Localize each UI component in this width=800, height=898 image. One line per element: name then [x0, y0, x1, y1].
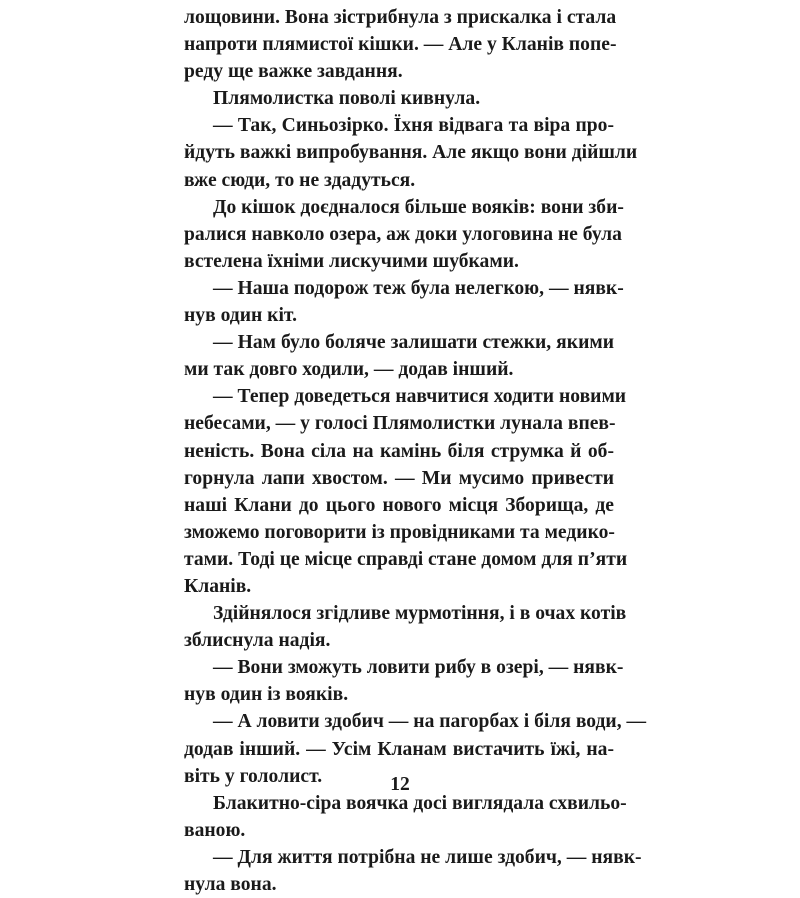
- text-line: зблиснула надія.: [184, 630, 331, 652]
- text-line: — Тепер доведеться навчитися ходити новими: [213, 386, 627, 408]
- text-line: Кланів.: [184, 575, 252, 597]
- text-line: — Вони зможуть ловити рибу в озері, — нявк-: [213, 657, 624, 679]
- text-line: Блакитно-сіра воячка досі виглядала схвильо-: [213, 792, 627, 814]
- text-line: вже сюди, то не здадуться.: [184, 169, 416, 191]
- text-line: — Так, Синьозірко. Їхня відвага та віра про-: [213, 115, 614, 137]
- text-line: — Наша подорож теж була нелегкою, — нявк-: [213, 277, 624, 299]
- book-page-text: [184, 4, 647, 898]
- text-line: неність. Вона сіла на камінь біля струмка й об-: [184, 440, 614, 462]
- text-line: лощовини. Вона зістрибнула з прискалка і стала: [184, 7, 617, 28]
- text-line: — Нам було боляче залишати стежки, якими: [213, 332, 614, 354]
- text-line: Плямолистка поволі кивнула.: [213, 88, 481, 110]
- page-number: 12: [390, 774, 410, 795]
- text-line: напроти плямистої кішки. — Але у Кланів попе-: [184, 34, 617, 56]
- text-line: — Для життя потрібна не лише здобич, — нявк-: [213, 846, 642, 868]
- text-line: зможемо поговорити із провідниками та медико-: [184, 521, 615, 543]
- text-line: нула вона.: [184, 874, 277, 895]
- text-line: йдуть важкі випробування. Але якщо вони дійшли: [184, 142, 638, 164]
- text-line: нув один із вояків.: [184, 684, 349, 706]
- text-line: встелена їхніми лискучими шубками.: [184, 250, 519, 272]
- text-line: тами. Тоді це місце справді стане домом для п’яти: [184, 548, 628, 570]
- text-line: небесами, — у голосі Плямолистки лунала впев-: [184, 413, 616, 435]
- text-line: — А ловити здобич — на пагорбах і біля води, —: [213, 711, 647, 733]
- text-line: віть у гололист.: [184, 765, 323, 787]
- text-line: горнула лапи хвостом. — Ми мусимо привести: [184, 467, 614, 489]
- text-line: наші Клани до цього нового місця Зборища, де: [184, 494, 614, 516]
- text-line: реду ще важке завдання.: [184, 61, 403, 83]
- text-line: ваною.: [184, 819, 246, 841]
- text-line: Здійнялося згідливе мурмотіння, і в очах котів: [213, 603, 627, 625]
- text-line: ми так довго ходили, — додав інший.: [184, 359, 514, 381]
- text-line: додав інший. — Усім Кланам вистачить їжі, на-: [184, 738, 614, 760]
- text-line: нув один кіт.: [184, 305, 297, 327]
- text-line: ралися навколо озера, аж доки улоговина не була: [184, 223, 622, 245]
- text-line: До кішок доєдналося більше вояків: вони зби-: [213, 196, 624, 218]
